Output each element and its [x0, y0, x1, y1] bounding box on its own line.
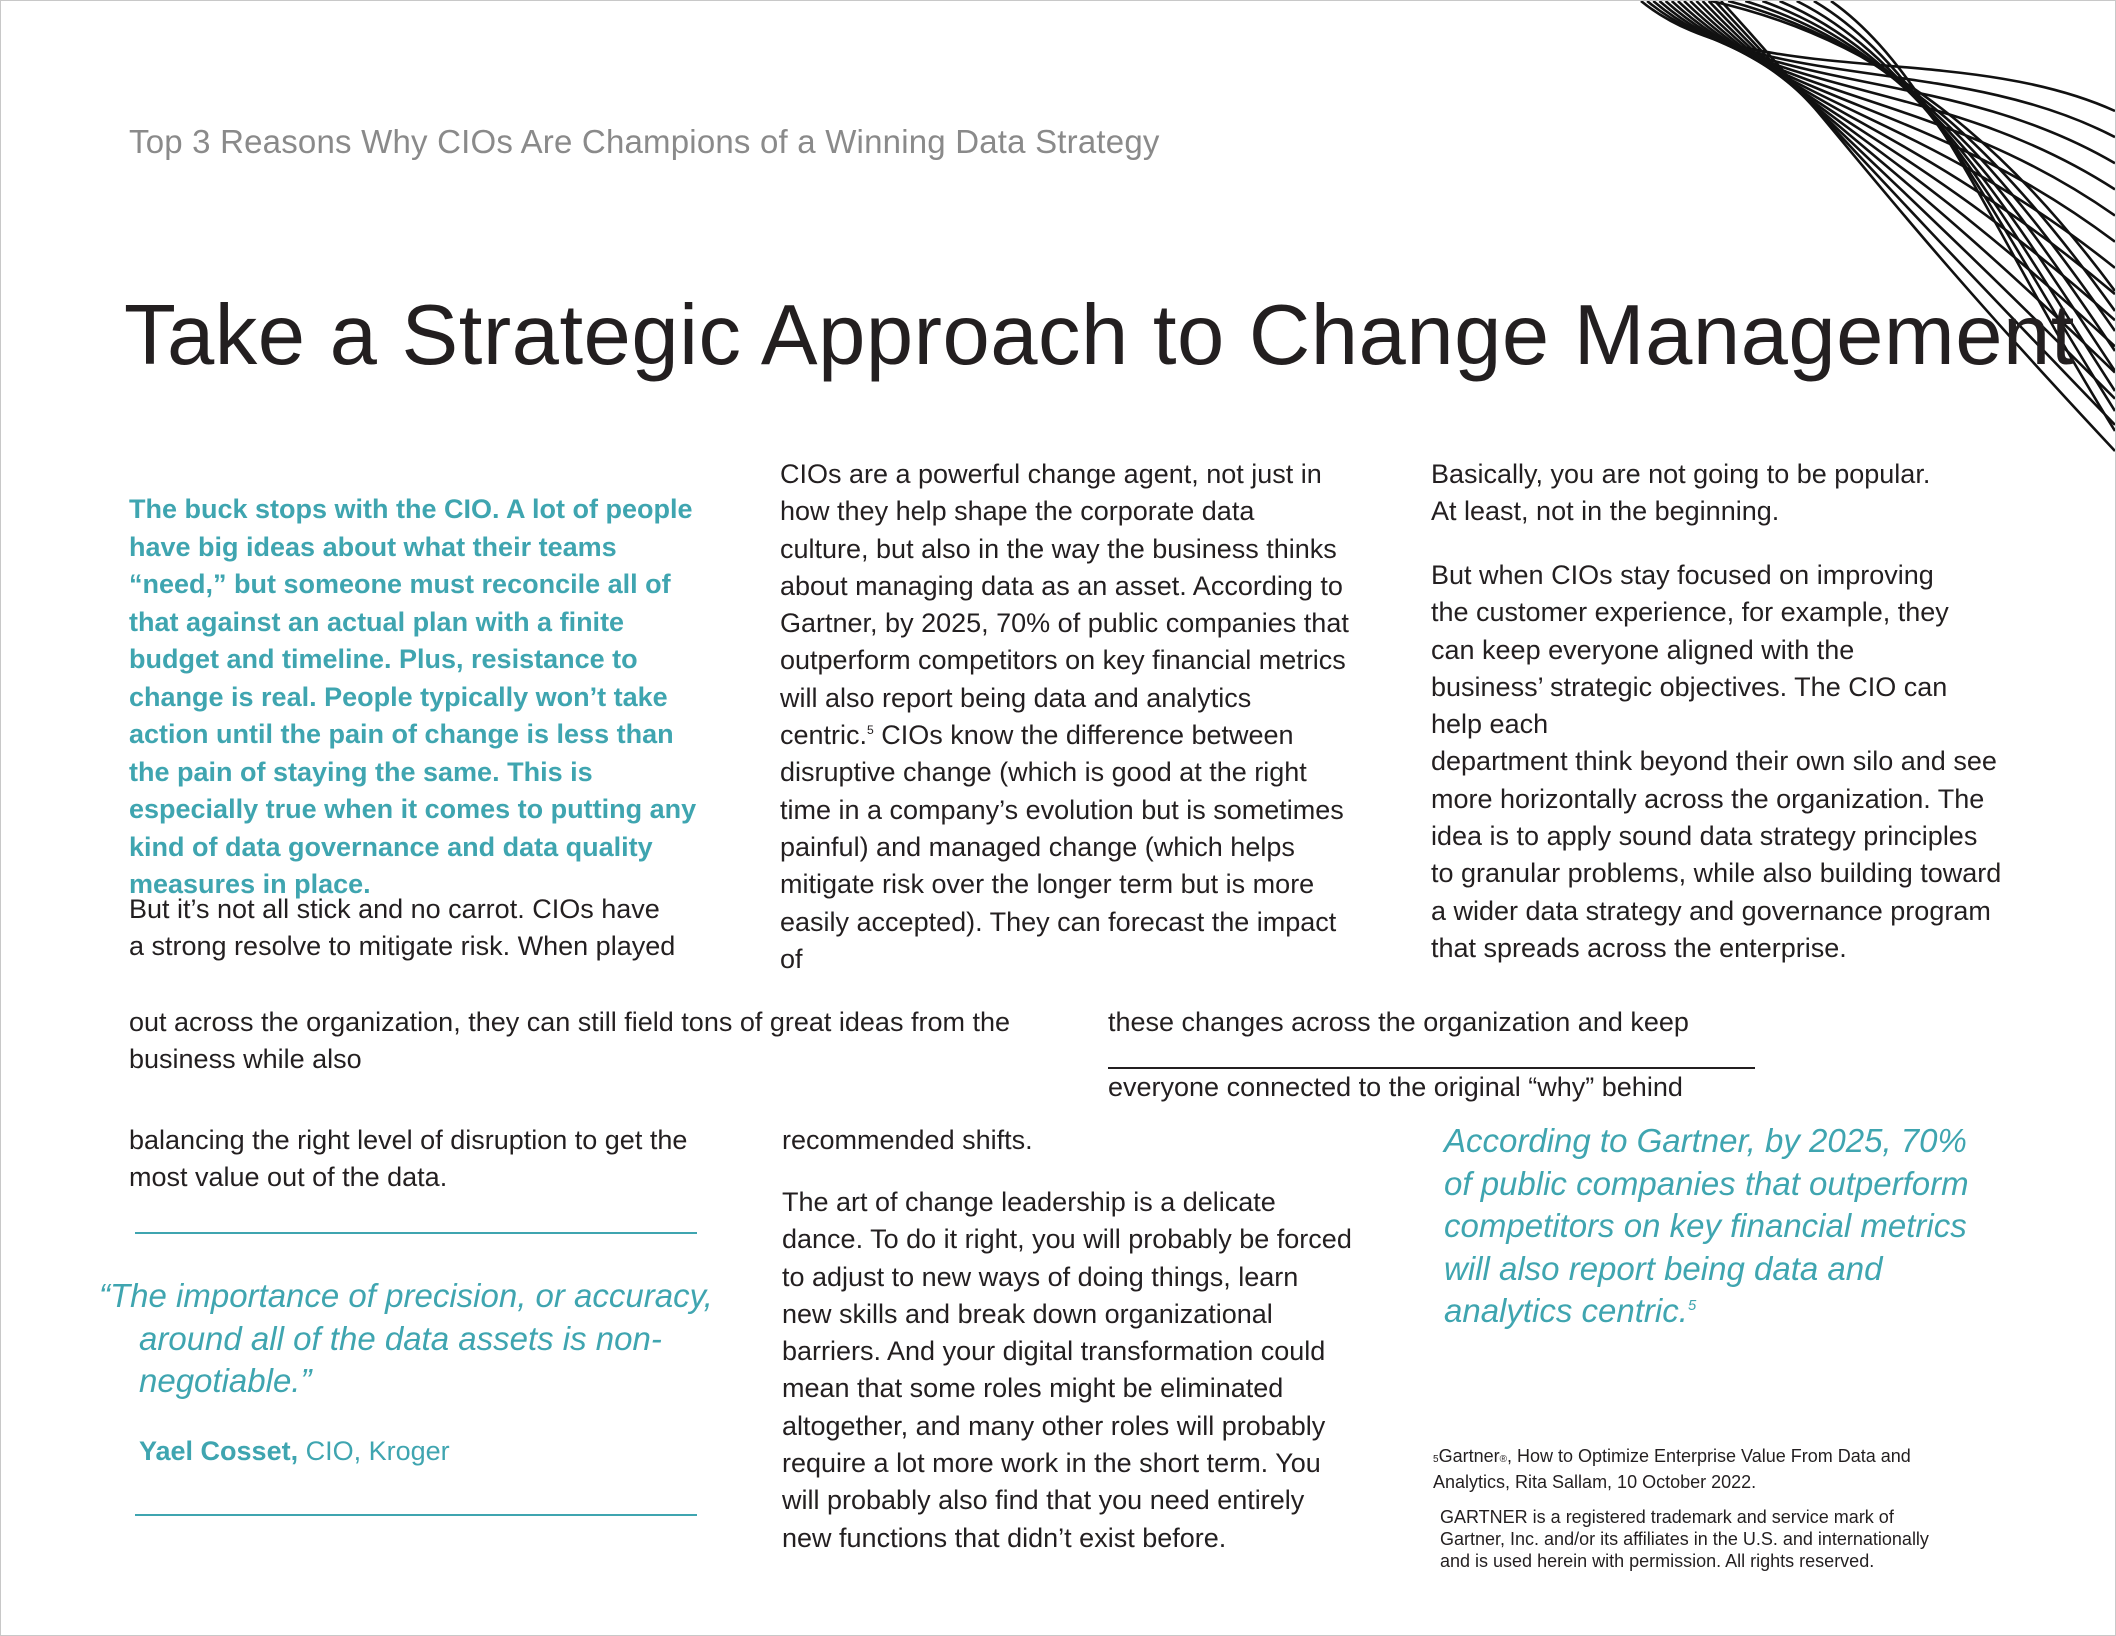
- col3-paragraph-2-part-b: department think beyond their own silo and see more horizontally across the organization. The idea is to apply sound data strategy principles to granular problems, while also building toward a wider data strategy and governance program that spreads across the enterprise.: [1431, 746, 2002, 963]
- quote-bottom-divider: [135, 1514, 697, 1516]
- col2-paragraph-3: everyone connected to the original “why” behind: [1108, 1072, 1683, 1102]
- col2-paragraph-4: recommended shifts.: [782, 1125, 1033, 1155]
- col3-paragraph-1-line-2: At least, not in the beginning.: [1431, 496, 1780, 527]
- gartner-callout: [1444, 1120, 1984, 1333]
- wave-lines-decoration-icon: [1631, 1, 2115, 461]
- gartner-callout-text: According to Gartner, by 2025, 70% of public companies that outperform competitors on key financial metrics will also report being data and analytics centric.: [1444, 1122, 1969, 1329]
- quote-top-divider: [135, 1232, 697, 1234]
- trademark-notice: GARTNER is a registered trademark and service mark of Gartner, Inc. and/or its affiliates in the U.S. and internationally and is used herein with permission. All rights reserved.: [1440, 1507, 1929, 1571]
- col2-paragraph-2: these changes across the organization and keep: [1108, 1007, 1689, 1037]
- footnote-gartner: Gartner: [1438, 1446, 1500, 1466]
- footnote-registered-mark: ®: [1499, 1454, 1507, 1465]
- col3-paragraph-1: [1431, 456, 1991, 531]
- pull-quote-text: “The importance of precision, or accuracy, around all of the data assets is non-negotiable.”: [99, 1277, 713, 1399]
- quote-author-role: CIO, Kroger: [298, 1436, 450, 1466]
- wave-line: [1745, 1, 2115, 331]
- page-title: Take a Strategic Approach to Change Management: [124, 288, 2075, 383]
- col2-paragraph-1-text-b: CIOs know the difference between disruptive change (which is good at the right time in a company’s evolution but is sometimes painful) and managed change (which helps mitigate risk over the longer term but is more easily accepted). They can forecast the impact of: [780, 720, 1344, 974]
- footnote-citation: [1433, 1445, 1963, 1493]
- col3-paragraph-2-part-a: But when CIOs stay focused on improving the customer experience, for example, they can keep everyone aligned with the business’ strategic objectives. The CIO can help each: [1431, 560, 1949, 740]
- quote-author: Yael Cosset,: [139, 1436, 299, 1466]
- col2-paragraph-1: [780, 456, 1350, 978]
- callout-footnote-ref: 5: [1687, 1298, 1697, 1314]
- quote-attribution: [139, 1436, 450, 1467]
- col1-paragraph-3: balancing the right level of disruption to get the most value out of the data.: [129, 1125, 688, 1193]
- col1-paragraph-2: out across the organization, they can still field tons of great ideas from the business while also: [129, 1007, 1010, 1075]
- col1-paragraph-1: But it’s not all stick and no carrot. CIOs have a strong resolve to mitigate risk. When played: [129, 894, 676, 962]
- document-subtitle: Top 3 Reasons Why CIOs Are Champions of a Winning Data Strategy: [129, 123, 1160, 160]
- wave-line: [1659, 1, 2115, 189]
- col2-paragraph-1-text-a: CIOs are a powerful change agent, not just in how they help shape the corporate data culture, but also in the way the business thinks about managing data as an asset. According to Gartner, by 2025, 70% of public companies that outperform competitors on key financial metrics will also report being data and analytics centric.: [780, 459, 1349, 751]
- col2-paragraph-5: The art of change leadership is a delicate dance. To do it right, you will probably be forced to adjust to new ways of doing things, learn new skills and break down organizational barriers. And your digital transformation could mean that some roles might be eliminated altogether, and many other roles will probably require a lot more work in the short term. You will probably also find that you need entirely new functions that didn’t exist before.: [782, 1187, 1352, 1553]
- footnote-number: 5: [1433, 1454, 1439, 1465]
- col3-paragraph-2: [1431, 557, 2006, 967]
- col3-paragraph-1-line-1: Basically, you are not going to be popular.: [1431, 459, 1931, 489]
- footnote-ref: 5: [867, 723, 874, 738]
- pull-quote: [99, 1275, 759, 1403]
- footnote-citation-text: , How to Optimize Enterprise Value From Data and Analytics, Rita Sallam, 10 October 2022.: [1433, 1446, 1911, 1492]
- intro-paragraph: The buck stops with the CIO. A lot of people have big ideas about what their teams “need,” but someone must reconcile all of that against an actual plan with a finite budget and timeline. Plus, resistance to change is real. People typically won’t take action until the pain of change is less than the pain of staying the same. This is especially true when it comes to putting any kind of data governance and data quality measures in place.: [129, 494, 697, 899]
